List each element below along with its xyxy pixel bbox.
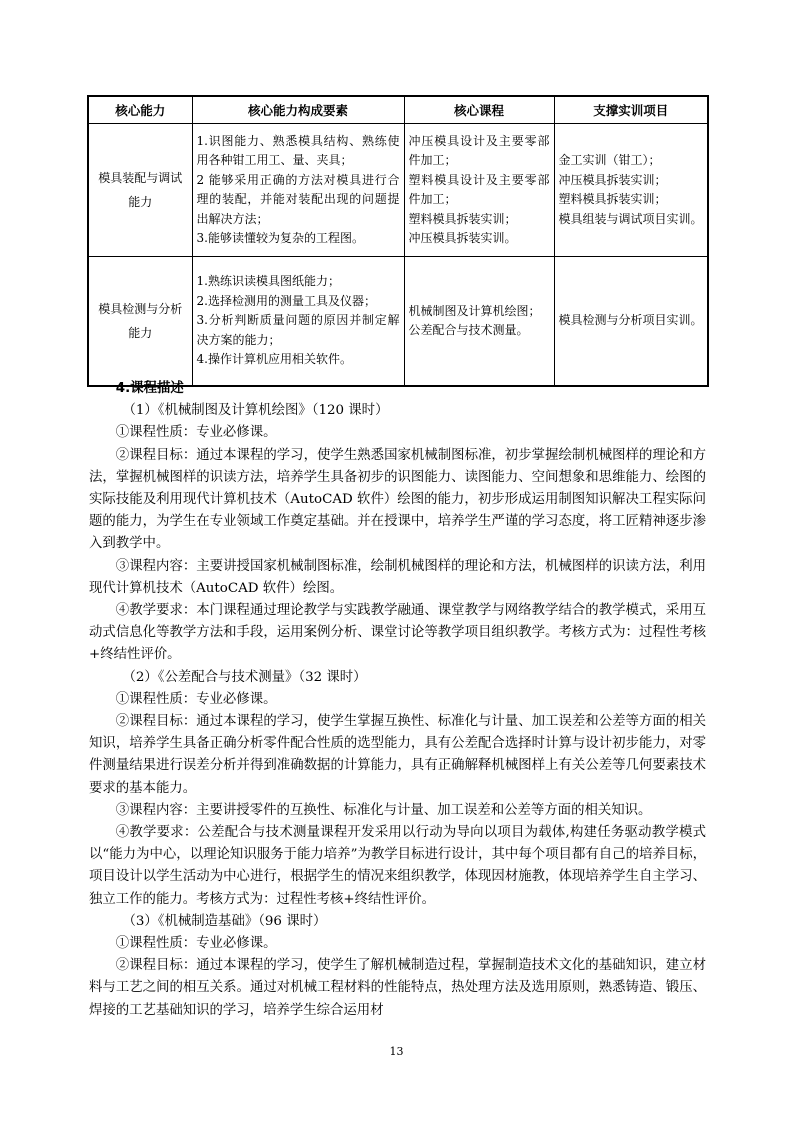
course-description-section [89,378,706,1022]
list-item: 3.分析判断质量问题的原因并制定解决方案的能力； [196,313,400,347]
list-item: 4.操作计算机应用相关软件。 [196,352,352,367]
paragraph: ②课程目标：通过本课程的学习，使学生熟悉国家机械制图标准，初步掌握绘制机械图样的理论和方法，掌握机械图样的识读方法，培养学生具备初步的识图能力、读图能力、空间想象和思维能力、绘图的实际技能及利用现代计算机技术（AutoCAD 软件）绘图的能力，初步形成运用制图知识解决工程实际问题的能力，为学生在专业领域工作奠定基础。并在授课中，培养学生严谨的学习态度，将工匠精神逐步渗入到教学中。 [89,447,706,552]
paragraph: ④教学要求：公差配合与技术测量课程开发采用以行动为导向以项目为载体,构建任务驱动教学模式以“能力为中心，以理论知识服务于能力培养”为教学目标进行设计，其中每个项目都有自己的培养目标，项目设计以学生活动为中心进行，根据学生的情况来组织教学，体现因材施教，体现培养学生自主学习、独立工作的能力。考核方式为：过程性考核+终结性评价。 [89,825,706,907]
header-training-projects: 支撑实训项目 [554,96,708,124]
course-title: （2）《公差配合与技术测量》（32 课时） [122,669,367,685]
course-title: （1）《机械制图及计算机绘图》（120 课时） [122,403,389,419]
list-item: 模具组装与调试项目实训。 [558,211,703,226]
list-item: 塑料模具拆装实训； [558,192,667,206]
course-title: （3）《机械制造基础》（96 课时） [122,913,327,929]
core-ability-table [87,95,709,387]
header-core-courses: 核心课程 [404,96,554,124]
list-item: 冲压模具设计及主要零部件加工； [408,133,550,167]
list-item: 2 能够采用正确的方法对模具进行合理的装配，并能对装配出现的问题提出解决方法； [196,172,400,226]
page-number: 13 [389,1045,404,1058]
list-item: 塑料模具拆装实训； [408,211,517,226]
list-item: 冲压模具拆装实训。 [408,231,517,245]
courses-cell [404,257,554,387]
header-core-ability: 核心能力 [88,96,192,124]
list-item: 公差配合与技术测量。 [408,323,529,337]
paragraph: ②课程目标：通过本课程的学习，使学生了解机械制造过程，掌握制造技术文化的基础知识，建立材料与工艺之间的相互关系。通过对机械工程材料的性能特点，热处理方法及选用原则，熟悉铸造、锻压、焊接的工艺基础知识的学习，培养学生综合运用材 [89,958,706,1018]
table-row [88,257,708,387]
paragraph: ①课程性质：专业必修课。 [115,936,277,952]
projects-cell [554,124,708,257]
list-item: 3.能够读懂较为复杂的工程图。 [196,231,364,245]
list-item: 金工实训（钳工）； [558,153,661,167]
paragraph: ④教学要求：本门课程通过理论教学与实践教学融通、课堂教学与网络教学结合的教学模式，采用互动式信息化等教学方法和手段，运用案例分析、课堂讨论等教学项目组织教学。考核方式为：过程性考核+终结性评价。 [89,603,706,663]
header-ability-elements: 核心能力构成要素 [192,96,404,124]
list-item: 机械制图及计算机绘图； [408,303,541,318]
paragraph: ①课程性质：专业必修课。 [115,691,277,707]
courses-cell [404,124,554,257]
table-header-row [88,96,708,124]
list-item: 模具检测与分析项目实训。 [558,313,703,328]
elements-cell [192,124,404,257]
paragraph: ①课程性质：专业必修课。 [115,425,277,441]
paragraph: ③课程内容：主要讲授零件的互换性、标准化与计量、加工误差和公差等方面的相关知识。 [115,802,652,818]
list-item: 2.选择检测用的测量工具及仪器； [196,293,376,308]
paragraph: ③课程内容：主要讲授国家机械制图标准，绘制机械图样的理论和方法，机械图样的识读方法，利用现代计算机技术（AutoCAD 软件）绘图。 [89,558,706,596]
capability-cell: 模具检测与分析能力 [88,257,192,387]
list-item: 1.识图能力、熟悉模具结构、熟练使用各种钳工用工、量、夹具； [196,133,400,167]
capability-cell: 模具装配与调试能力 [88,124,192,257]
section-heading: 4.课程描述 [115,381,184,396]
elements-cell [192,257,404,387]
list-item: 塑料模具设计及主要零部件加工； [408,172,550,206]
projects-cell [554,257,708,387]
paragraph: ②课程目标：通过本课程的学习，使学生掌握互换性、标准化与计量、加工误差和公差等方面的相关知识，培养学生具备正确分析零件配合性质的选型能力，具有公差配合选择时计算与设计初步能力，对零件测量结果进行误差分析并得到准确数据的计算能力，具有正确解释机械图样上有关公差等几何要素技术要求的基本能力。 [89,714,706,796]
list-item: 1.熟练识读模具图纸能力； [196,274,340,289]
table-row [88,124,708,257]
list-item: 冲压模具拆装实训； [558,172,667,187]
